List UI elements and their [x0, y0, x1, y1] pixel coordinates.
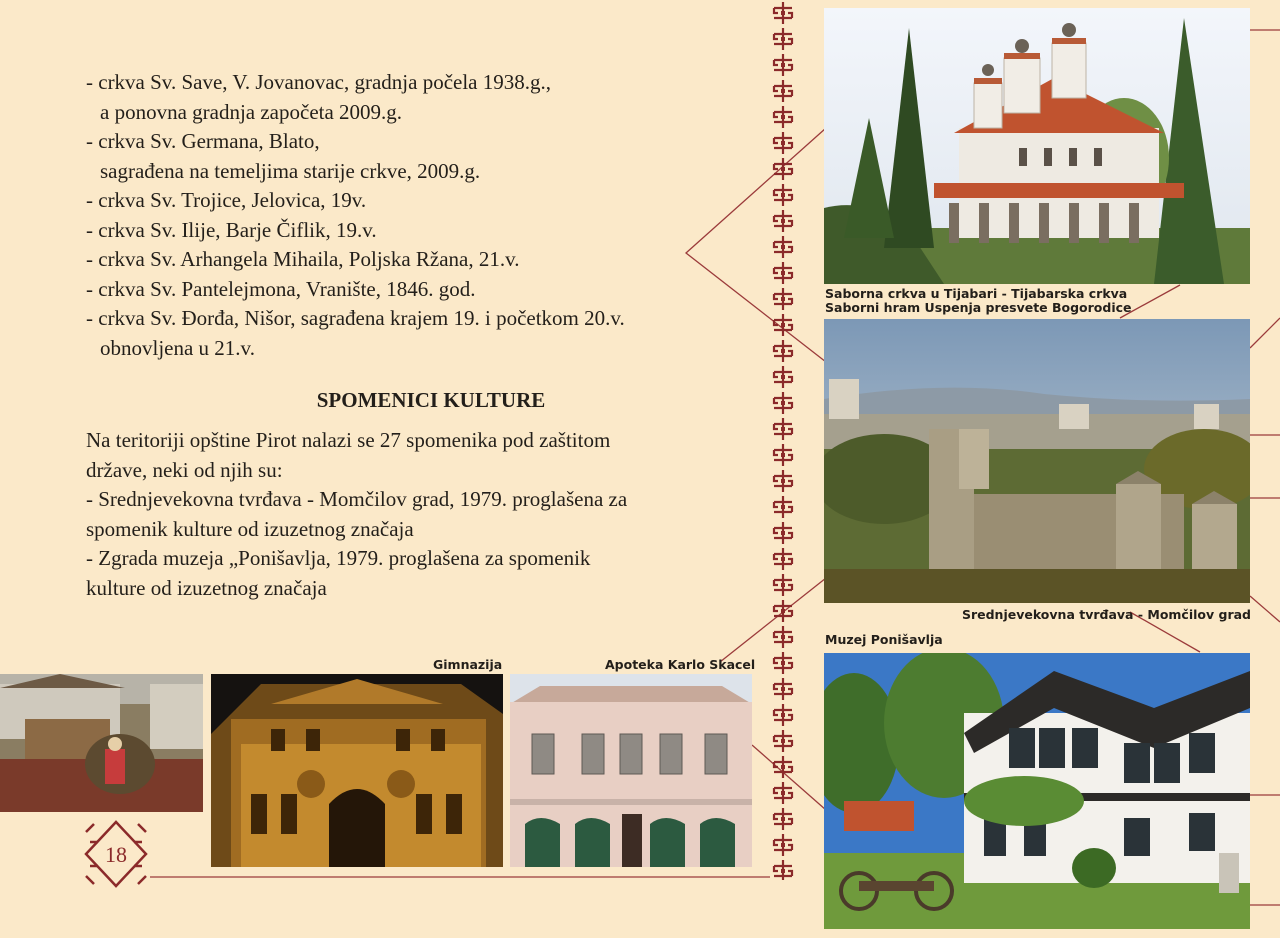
- churches-list: [86, 68, 756, 363]
- section-title: SPOMENICI KULTURE: [316, 388, 546, 412]
- fortress-photo: [824, 319, 1250, 603]
- cathedral-photo: [824, 8, 1250, 284]
- church-list-line: - crkva Sv. Trojice, Jelovica, 19v.: [86, 188, 367, 212]
- church-list-line: obnovljena u 21.v.: [100, 335, 255, 360]
- museum-caption: Muzej Ponišavlja: [825, 632, 943, 647]
- gymnasium-caption: Gimnazija: [433, 657, 503, 672]
- gymnasium-photo: [211, 674, 503, 867]
- fortress-caption: Srednjevekovna tvrđava - Momčilov grad: [961, 607, 1251, 622]
- church-list-line: - crkva Sv. Ilije, Barje Čiflik, 19.v.: [86, 217, 377, 242]
- pharmacy-caption: Apoteka Karlo Skacel: [605, 657, 756, 672]
- monuments-text-line: Na teritoriji opštine Pirot nalazi se 27 spomenika pod zaštitom: [86, 428, 611, 452]
- church-list-line: - crkva Sv. Arhangela Mihaila, Poljska Ržana, 21.v.: [86, 247, 520, 271]
- monuments-text-line: - Zgrada muzeja „Ponišavlja, 1979. proglašena za spomenik: [86, 546, 591, 570]
- monuments-text-line: države, neki od njih su:: [86, 457, 283, 482]
- page-number-badge: [80, 818, 152, 890]
- museum-photo: [824, 653, 1250, 929]
- pharmacy-photo: [510, 674, 752, 867]
- church-list-line: - crkva Sv. Save, V. Jovanovac, gradnja počela 1938.g.,: [86, 70, 551, 94]
- church-list-line: - crkva Sv. Đorđa, Nišor, sagrađena krajem 19. i početkom 20.v.: [86, 306, 625, 330]
- monuments-text-line: spomenik kulture od izuzetnog značaja: [86, 516, 414, 541]
- page-number: 18: [105, 842, 127, 867]
- church-list-line: a ponovna gradnja započeta 2009.g.: [100, 99, 403, 124]
- village-photo: [0, 674, 203, 812]
- cathedral-caption-2: Saborni hram Uspenja presvete Bogorodice: [825, 300, 1132, 315]
- monuments-text-line: - Srednjevekovna tvrđava - Momčilov grad, 1979. proglašena za: [86, 487, 628, 511]
- church-list-line: - crkva Sv. Germana, Blato,: [86, 129, 320, 153]
- monuments-text-line: kulture od izuzetnog značaja: [86, 575, 327, 600]
- cathedral-caption-1: Saborna crkva u Tijabari - Tijabarska crkva: [825, 286, 1128, 301]
- church-list-line: - crkva Sv. Pantelejmona, Vranište, 1846. god.: [86, 276, 476, 301]
- monuments-text: [86, 426, 776, 603]
- church-list-line: sagrađena na temeljima starije crkve, 2009.g.: [100, 158, 481, 183]
